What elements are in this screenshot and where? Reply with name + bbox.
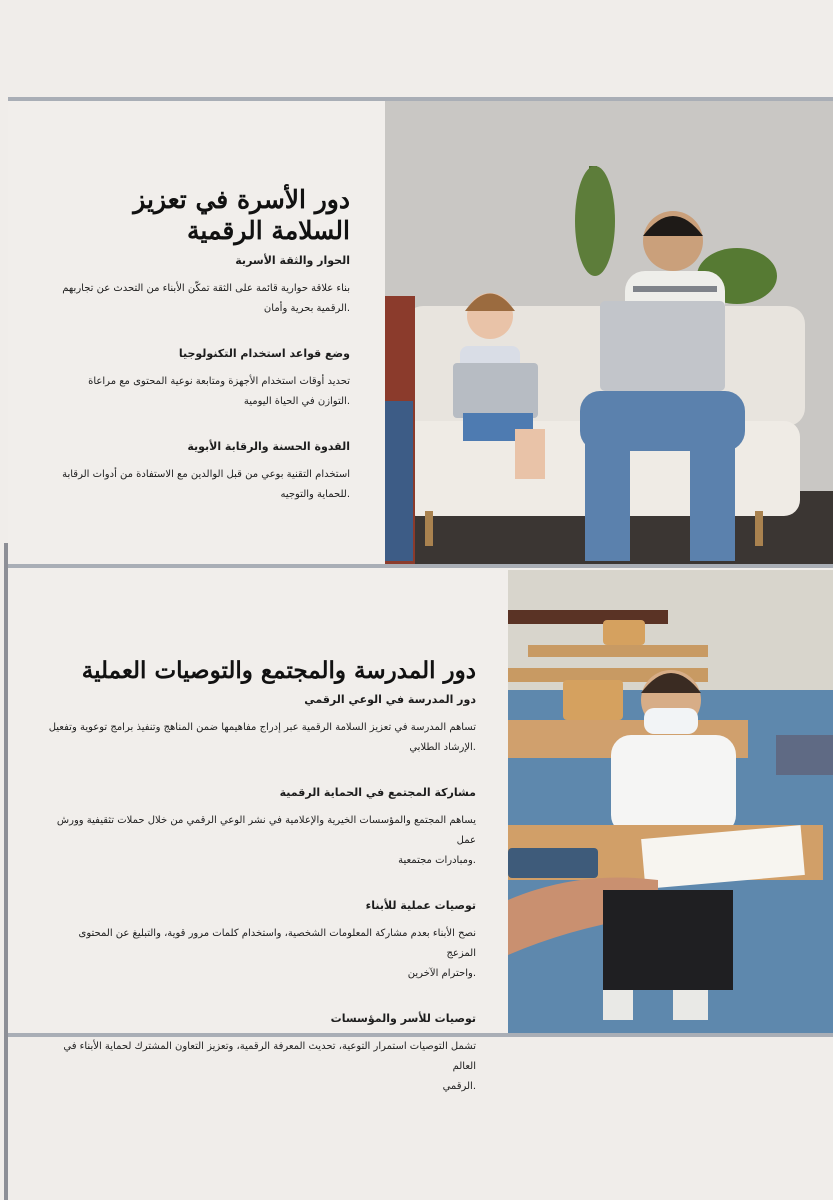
school-item: [48, 786, 476, 871]
family-section-title: [48, 184, 350, 246]
item-text: نصح الأبناء بعدم مشاركة المعلومات الشخصية، واستخدام كلمات مرور قوية، والتبليغ عن المحتوى المزعج .واحترام الآخرين: [78, 928, 476, 979]
item-heading: الحوار والثقة الأسرية: [235, 254, 350, 267]
item-text: استخدام التقنية بوعي من قبل الوالدين مع الاستفادة من أدوات الرقابة .للحماية والتوجيه: [62, 469, 350, 500]
family-item: [48, 347, 350, 412]
school-section-title: دور المدرسة والمجتمع والتوصيات العملية: [81, 657, 476, 684]
title-line-2: السلامة الرقمية: [187, 216, 350, 245]
item-text: تحديد أوقات استخدام الأجهزة ومتابعة نوعية المحتوى مع مراعاة .التوازن في الحياة اليومية: [88, 376, 350, 407]
title-line-1: دور الأسرة في تعزيز: [133, 185, 350, 214]
item-heading: توصيات عملية للأبناء: [365, 899, 476, 912]
item-heading: توصيات للأسر والمؤسسات: [330, 1012, 476, 1025]
school-item: [48, 693, 476, 758]
item-heading: القدوة الحسنة والرقابة الأبوية: [187, 440, 350, 453]
family-item: [48, 254, 350, 319]
item-heading: دور المدرسة في الوعي الرقمي: [304, 693, 476, 706]
family-role-section: [8, 101, 833, 564]
item-text: تساهم المدرسة في تعزيز السلامة الرقمية عبر إدراج مفاهيمها ضمن المناهج وتنفيذ برامج توعوية وتفعيل .الإرشاد الطلابي: [48, 722, 476, 753]
school-item: [48, 899, 476, 984]
family-item: [48, 440, 350, 505]
student-classroom-photo: [508, 570, 833, 1033]
item-text: يساهم المجتمع والمؤسسات الخيرية والإعلامية في نشر الوعي الرقمي من خلال حملات تثقيفية وورش عمل .ومبادرات مجتمعية: [56, 815, 476, 866]
family-on-sofa-photo: [385, 101, 833, 564]
item-heading: مشاركة المجتمع في الحماية الرقمية: [279, 786, 476, 799]
item-heading: وضع قواعد استخدام التكنولوجيا: [178, 347, 350, 360]
family-text-column: [48, 101, 350, 533]
school-community-section: [8, 568, 833, 1092]
item-text: تشمل التوصيات استمرار التوعية، تحديث المعرفة الرقمية، وتعزيز التعاون المشترك لحماية الأبناء في العالم .الرقمي: [63, 1041, 476, 1092]
school-text-column: [48, 568, 476, 1125]
item-text: بناء علاقة حوارية قائمة على الثقة تمكّن الأبناء من التحدث عن تجاربهم .الرقمية بحرية وأمان: [62, 283, 350, 314]
school-item: [48, 1012, 476, 1097]
